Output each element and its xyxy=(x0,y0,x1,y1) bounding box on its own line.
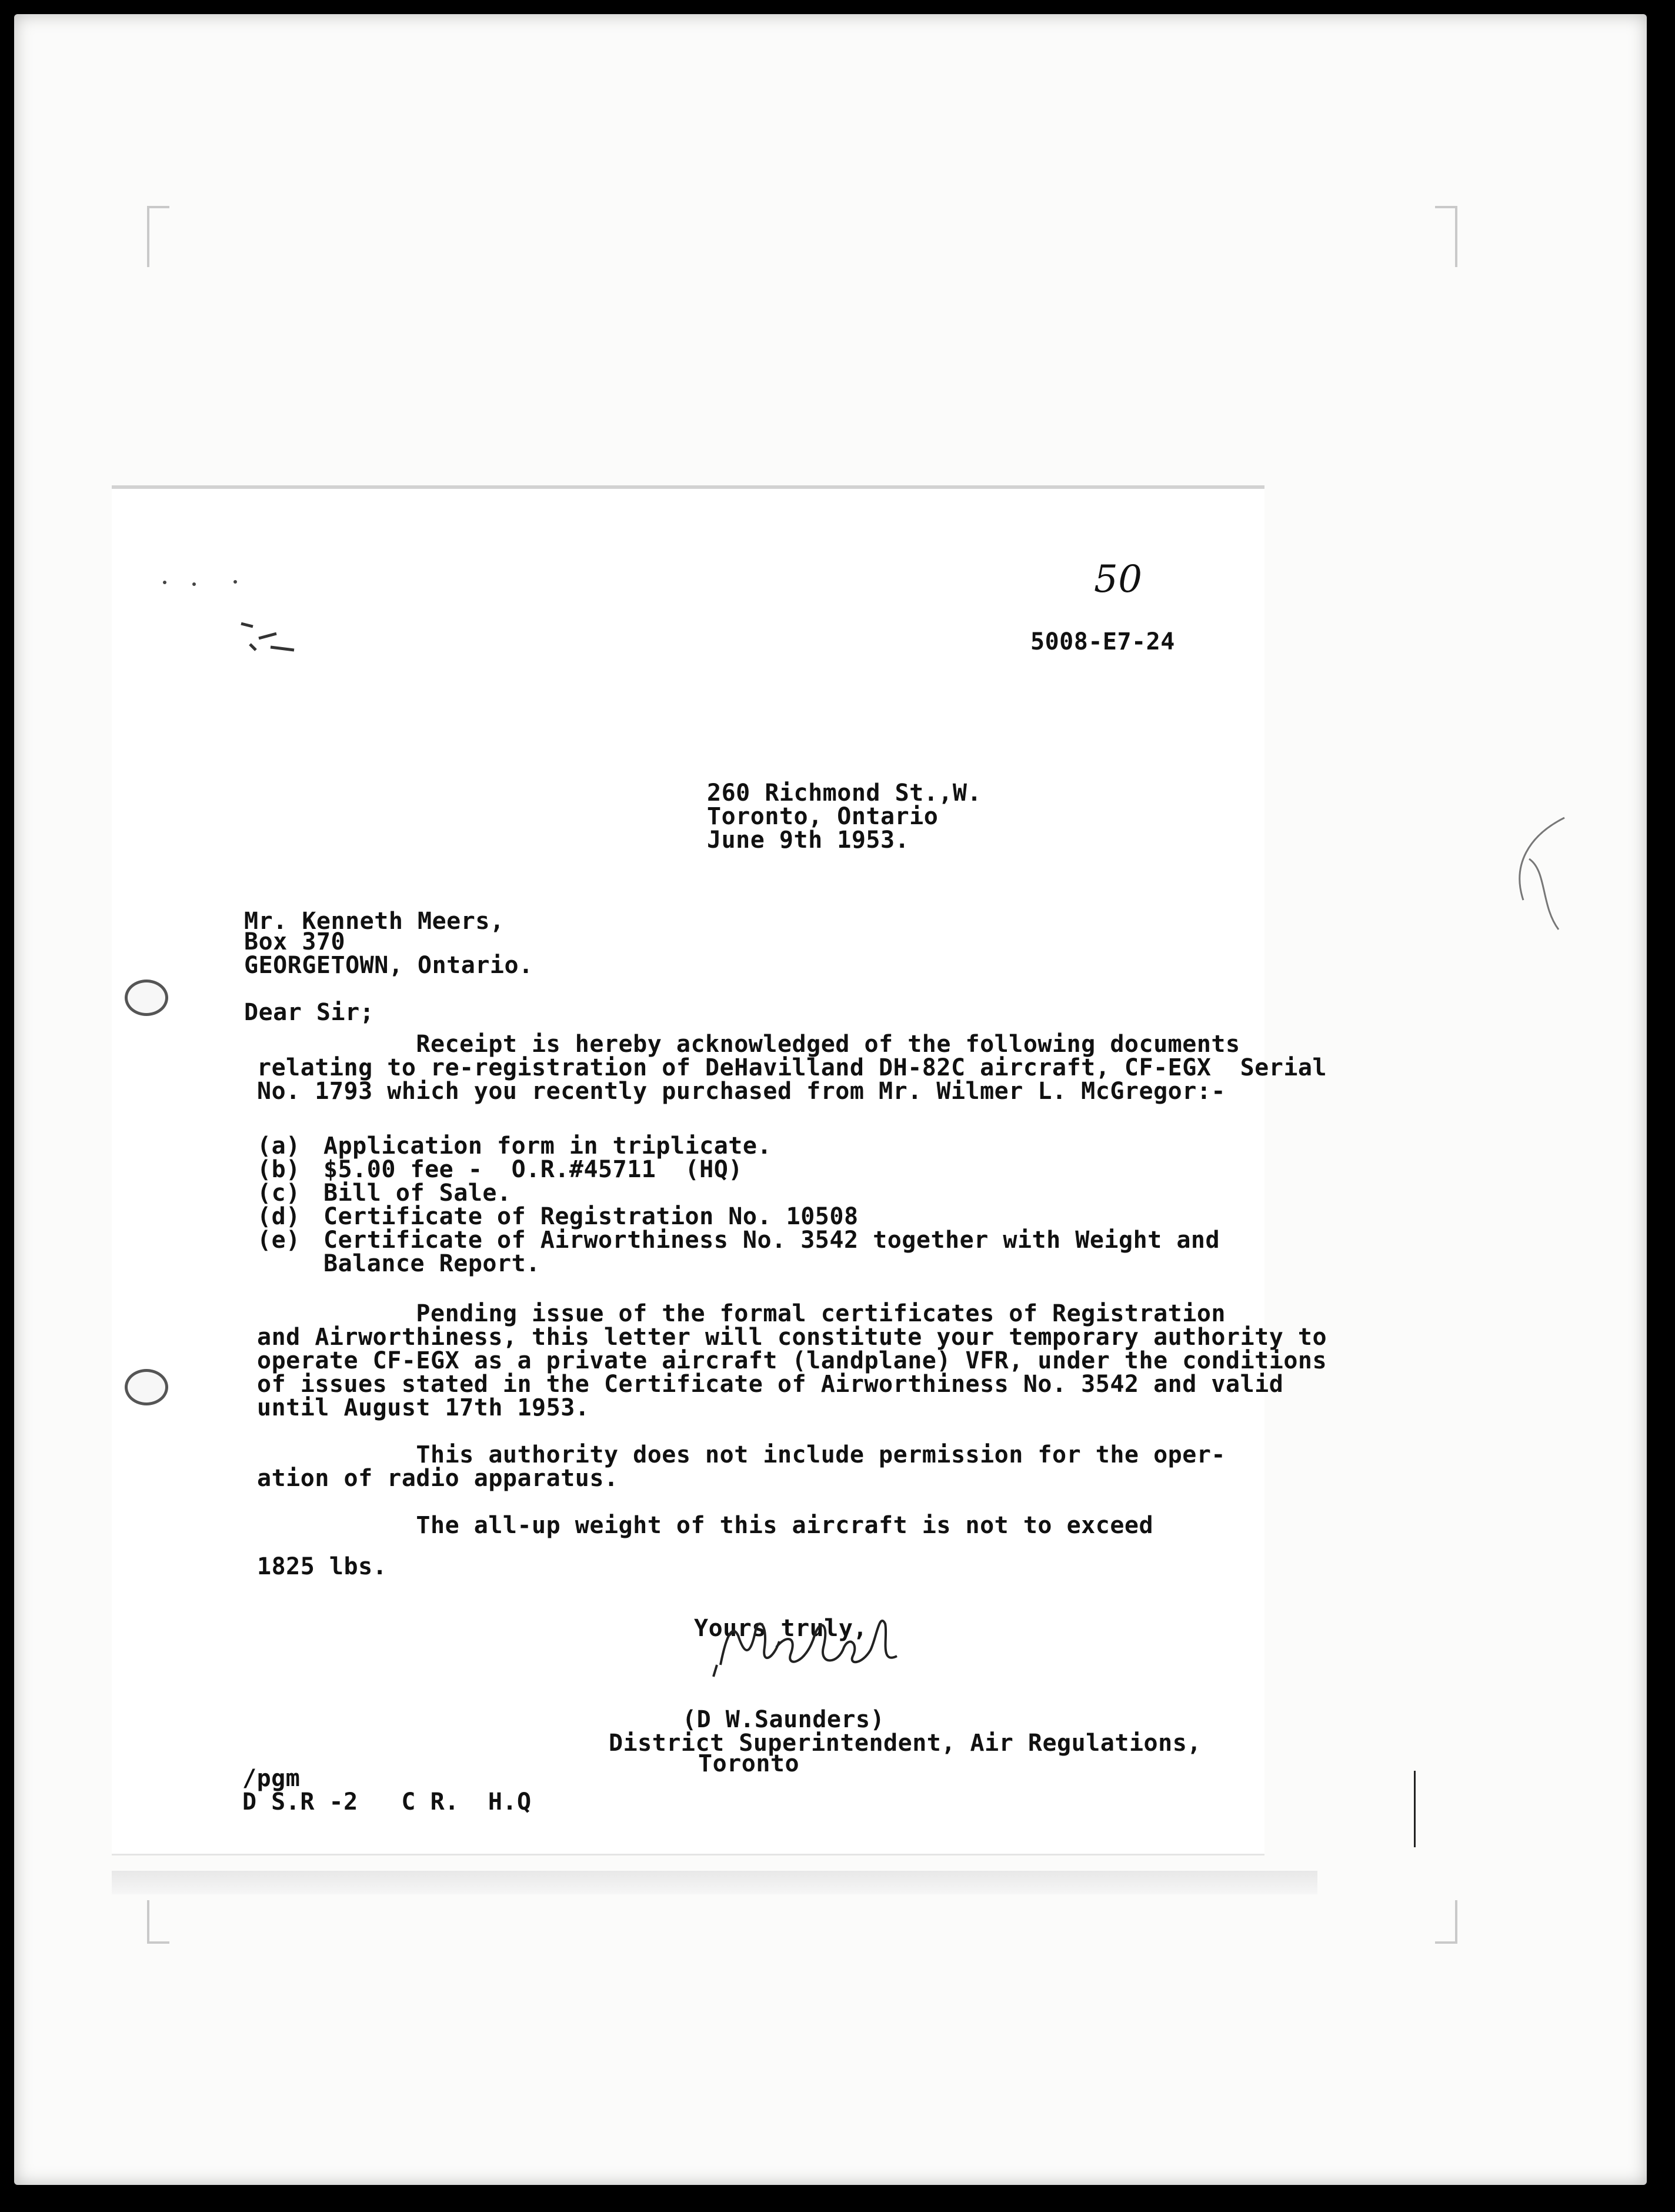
authority-line: until August 17th 1953. xyxy=(257,1394,590,1421)
intro-line: relating to re-registration of DeHavilland DH-82C aircraft, CF-EGX Serial xyxy=(257,1054,1327,1081)
crop-mark-top-left xyxy=(147,206,169,267)
document-marker: (e) xyxy=(257,1227,301,1254)
weight-line: 1825 lbs. xyxy=(257,1553,388,1580)
crop-mark-top-right xyxy=(1435,206,1457,267)
document-item: Certificate of Registration No. 10508 xyxy=(323,1203,859,1230)
sender-city: Toronto, Ontario xyxy=(707,803,939,830)
recipient-box: Box 370 xyxy=(244,928,346,955)
document-item: Application form in triplicate. xyxy=(323,1132,772,1160)
document-marker: (c) xyxy=(257,1180,301,1207)
document-marker: (d) xyxy=(257,1203,301,1230)
document-marker: (a) xyxy=(257,1132,301,1160)
letter-date: June 9th 1953. xyxy=(707,827,910,854)
document-item: $5.00 fee - O.R.#45711 (HQ) xyxy=(323,1156,743,1183)
punch-hole xyxy=(125,1369,168,1405)
authority-line: operate CF-EGX as a private aircraft (landplane) VFR, under the conditions xyxy=(257,1347,1327,1374)
scan-smudge xyxy=(235,612,318,659)
closing: Yours truly, xyxy=(694,1615,867,1642)
pencil-mark xyxy=(1506,812,1576,941)
file-number: 5008-E7-24 xyxy=(1030,628,1175,655)
document-item: Bill of Sale. xyxy=(323,1180,512,1207)
salutation: Dear Sir; xyxy=(244,999,375,1026)
intro-line: Receipt is hereby acknowledged of the following documents xyxy=(257,1031,1240,1058)
crop-mark-bottom-right xyxy=(1435,1900,1457,1944)
weight-line: The all-up weight of this aircraft is not to exceed xyxy=(257,1512,1154,1539)
intro-line: No. 1793 which you recently purchased from Mr. Wilmer L. McGregor:- xyxy=(257,1078,1226,1105)
authority-line: of issues stated in the Certificate of Airworthiness No. 3542 and valid xyxy=(257,1371,1284,1398)
handwritten-signature xyxy=(703,1600,915,1688)
document-item: Balance Report. xyxy=(323,1250,540,1277)
scan-smudge xyxy=(159,574,253,591)
recipient-city: GEORGETOWN, Ontario. xyxy=(244,952,533,979)
distribution-list: D S.R -2 C R. H.Q xyxy=(242,1788,532,1815)
document-marker: (b) xyxy=(257,1156,301,1183)
scan-edge-mark xyxy=(1414,1771,1416,1847)
page-number-handwritten: 50 xyxy=(1094,558,1143,601)
sheet-shadow-band xyxy=(112,1871,1317,1894)
signatory-location: Toronto xyxy=(698,1750,800,1777)
authority-line: Pending issue of the formal certificates of Registration xyxy=(257,1300,1226,1327)
punch-hole xyxy=(125,980,168,1016)
crop-mark-bottom-left xyxy=(147,1900,169,1944)
radio-line: ation of radio apparatus. xyxy=(257,1465,619,1492)
typist-initials: /pgm xyxy=(242,1765,301,1792)
radio-line: This authority does not include permission for the oper- xyxy=(257,1441,1226,1468)
signatory-name: (D W.Saunders) xyxy=(682,1706,885,1733)
sender-street: 260 Richmond St.,W. xyxy=(707,779,982,807)
document-item: Certificate of Airworthiness No. 3542 together with Weight and xyxy=(323,1227,1220,1254)
signatory-title: District Superintendent, Air Regulations, xyxy=(609,1730,1202,1757)
authority-line: and Airworthiness, this letter will constitute your temporary authority to xyxy=(257,1324,1327,1351)
recipient-name: Mr. Kenneth Meers, xyxy=(244,908,505,935)
